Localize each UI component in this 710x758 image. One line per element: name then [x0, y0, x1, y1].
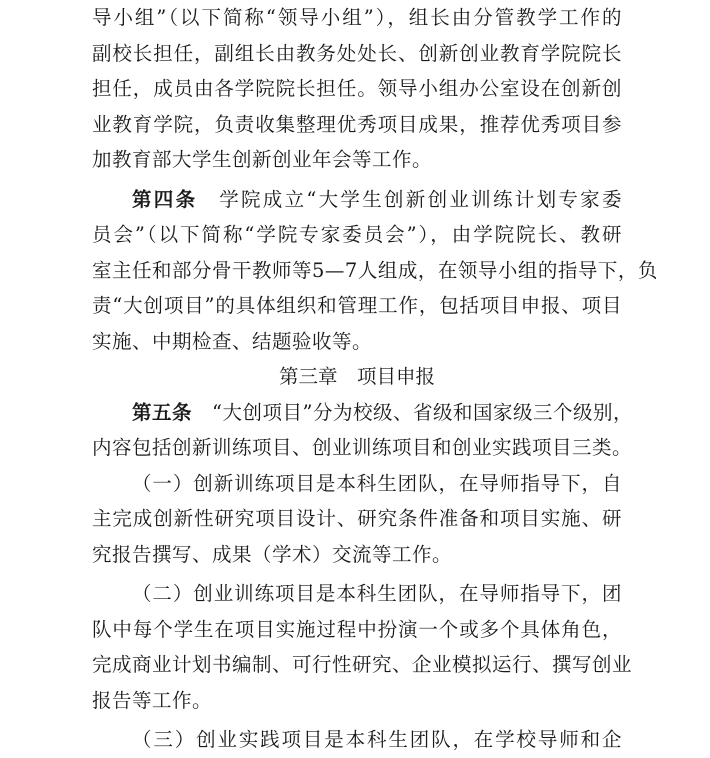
- text-line: （二）创业训练项目是本科生团队，在导师指导下，团: [132, 582, 622, 605]
- text-line: 报告等工作。: [92, 688, 213, 712]
- article-5: [92, 395, 633, 466]
- text-line: 完成商业计划书编制、可行性研究、企业模拟运行、撰写创业: [92, 653, 633, 676]
- text-line: （一）创新训练项目是本科生团队，在导师指导下，自: [132, 471, 622, 495]
- text-line: 主完成创新性研究项目设计、研究条件准备和项目实施、研: [92, 507, 622, 530]
- article-label: 第五条: [132, 400, 193, 424]
- text-line: 导小组”（以下简称“领导小组”），组长由分管教学工作的: [92, 6, 622, 29]
- item-entrepreneurship-training: [92, 576, 633, 718]
- chapter-heading: 第三章 项目申报: [278, 365, 435, 388]
- paragraph-leadership-group: [92, 0, 622, 178]
- article-first-line: [92, 395, 633, 431]
- article-first-line: [92, 182, 622, 218]
- document-page: [92, 0, 658, 758]
- item-entrepreneurship-practice: [92, 722, 622, 758]
- text-line: 队中每个学生在项目实施过程中扮演一个或多个具体角色，: [92, 617, 622, 641]
- text-line: 业教育学院，负责收集整理优秀项目成果，推荐优秀项目参: [92, 112, 622, 136]
- text-line: 副校长担任，副组长由教务处处长、创新创业教育学院院长: [92, 41, 622, 65]
- text-line: 内容包括创新训练项目、创业训练项目和创业实践项目三类。: [92, 436, 633, 459]
- article-text: 学院成立“大学生创新创业训练计划专家委: [219, 187, 622, 211]
- article-label: 第四条: [132, 187, 198, 211]
- article-4: [92, 182, 658, 360]
- text-line: 员会”（以下简称“学院专家委员会”），由学院院长、教研: [92, 223, 622, 246]
- text-line: 究报告撰写、成果（学术）交流等工作。: [92, 542, 453, 566]
- text-line: 加教育部大学生创新创业年会等工作。: [92, 148, 433, 171]
- text-line: 责“大创项目”的具体组织和管理工作，包括项目申报、项目: [92, 294, 622, 317]
- text-line: 担任，成员由各学院院长担任。领导小组办公室设在创新创: [92, 77, 622, 100]
- item-innovation-training: [92, 466, 622, 573]
- text-line: 室主任和部分骨干教师等5—7人组成，在领导小组的指导下，负: [92, 258, 658, 282]
- article-text: “大创项目”分为校级、省级和国家级三个级别，: [212, 400, 633, 424]
- text-line: （三）创业实践项目是本科生团队，在学校导师和企: [132, 728, 622, 751]
- text-line: 实施、中期检查、结题验收等。: [92, 329, 373, 353]
